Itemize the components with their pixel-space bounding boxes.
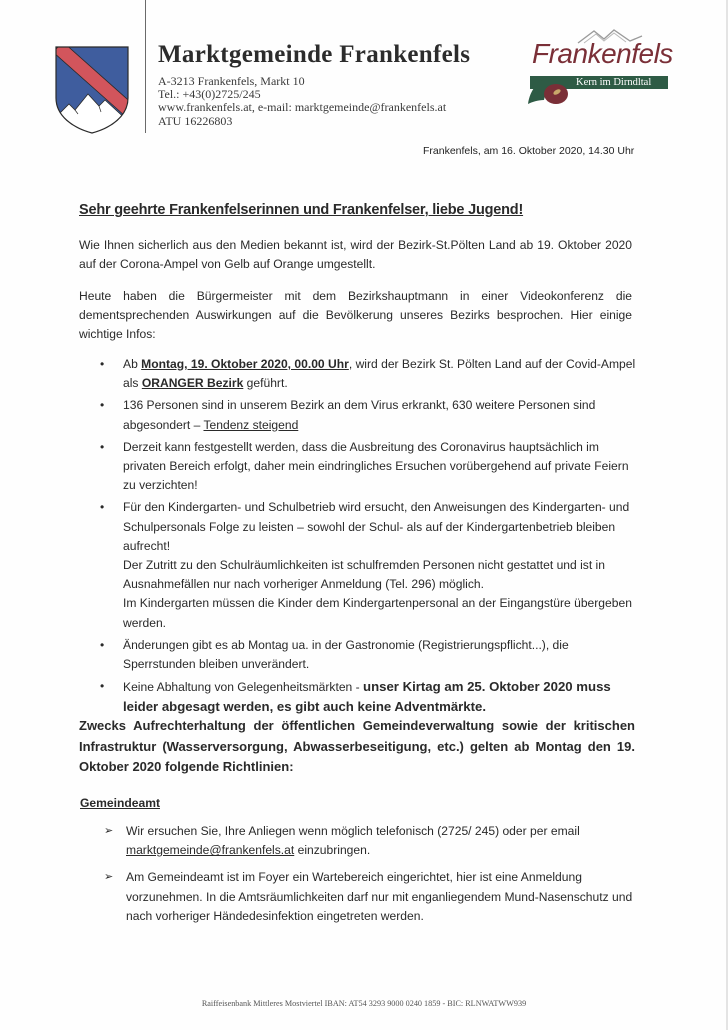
trend-label: Tendenz steigend xyxy=(203,417,299,432)
kirtag-cancelled-notice: unser Kirtag am 25. Oktober 2020 muss leider abgesagt werden, es gibt auch keine Adventmärkte. xyxy=(123,679,611,715)
salutation: Sehr geehrte Frankenfelserinnen und Frankenfelser, liebe Jugend! xyxy=(79,202,524,218)
bullet-icon: • xyxy=(100,439,105,454)
org-web-email: www.frankenfels.at, e-mail: marktgemeinde@frankenfels.at xyxy=(158,100,447,115)
bullet-icon: • xyxy=(100,398,105,413)
org-phone: Tel.: +43(0)2725/245 xyxy=(158,87,261,102)
list-item: • 136 Personen sind in unserem Bezirk an dem Virus erkrankt, 630 weitere Personen sind abgesondert – Tendenz steigend xyxy=(100,398,596,432)
org-address: A-3213 Frankenfels, Markt 10 xyxy=(158,74,305,88)
logo-tagline: Kern im Dirndltal xyxy=(576,77,652,88)
policy-paragraph: Zwecks Aufrechterhaltung der öffentlichen Gemeindeverwaltung sowie der kritischen Infrastruktur (Wasserversorgung, Abwasserbeseitigung, etc.) gelten ab Montag den 19. Oktober 2020 folgende Richtlinien: xyxy=(79,718,635,774)
list-item: • Ab Montag, 19. Oktober 2020, 00.00 Uhr, wird der Bezirk St. Pölten Land auf der Covid-Ampel als ORANGER Bezirk geführt. xyxy=(100,357,636,391)
org-atu: ATU 16226803 xyxy=(158,113,233,128)
gemeindeamt-list xyxy=(104,822,644,934)
bullet-icon: • xyxy=(100,500,105,515)
bullet-icon: • xyxy=(100,357,105,371)
effective-date: Montag, 19. Oktober 2020, 00.00 Uhr xyxy=(141,357,349,371)
bullet-icon: • xyxy=(100,679,105,694)
district-status: ORANGER Bezirk xyxy=(141,376,244,391)
arrow-bullet-icon: ➢ xyxy=(104,871,114,884)
header-divider xyxy=(145,0,146,133)
org-name: Marktgemeinde Frankenfels xyxy=(158,41,471,68)
logo-wordmark: Frankenfels xyxy=(532,38,673,69)
list-item: • Änderungen gibt es ab Montag ua. in der Gastronomie (Registrierungspflicht...), die Sperrstunden bleiben unverändert. xyxy=(100,637,569,672)
list-item: • Für den Kindergarten- und Schulbetrieb wird ersucht, den Anweisungen des Kindergarten- und Schulpersonals Folge zu leisten – sowohl der Schul- als auf der Kindergartenbetrieb bleiben aufrecht! Der Zutritt zu den Schulräumlichkeiten ist schulfremden Personen nicht gestattet und ist in Ausnahmefällen nur nach vorheriger Anmeldung (Tel. 296) möglich. Im Kindergarten müssen die Kinder dem Kindergartenpersonal an der Eingangstüre übergeben werden. xyxy=(100,500,632,630)
section-title-gemeindeamt: Gemeindeamt xyxy=(80,796,160,810)
arrow-bullet-icon: ➢ xyxy=(104,825,114,837)
list-item: ➢ Am Gemeindeamt ist im Foyer ein Wartebereich eingerichtet, hier ist eine Anmeldung vorzunehmen. In die Amtsräumlichkeiten darf nur mit enganliegendem Mund-Nasenschutz und nach vorheriger Händedesinfektion eingetreten werden. xyxy=(104,870,633,923)
frankenfels-logo xyxy=(526,28,676,106)
coat-of-arms-icon xyxy=(55,46,129,134)
plum-leaf-icon xyxy=(526,70,574,106)
list-item: ➢ Wir ersuchen Sie, Ihre Anliegen wenn möglich telefonisch (2725/ 245) oder per email marktgemeinde@frankenfels.at einzubringen. xyxy=(104,824,580,858)
intro-paragraph: Wie Ihnen sicherlich aus den Medien bekannt ist, wird der Bezirk-St.Pölten Land ab 19. Oktober 2020 auf der Corona-Ampel von Gelb auf Orange umgestellt. xyxy=(79,238,632,272)
letterhead xyxy=(158,40,470,128)
list-item: • Keine Abhaltung von Gelegenheitsmärkten - unser Kirtag am 25. Oktober 2020 muss leider abgesagt werden, es gibt auch keine Adventmärkte. xyxy=(100,679,611,715)
info-paragraph: Heute haben die Bürgermeister mit dem Bezirkshauptmann in einer Videokonferenz die dementsprechenden Auswirkungen auf die Bevölkerung unseres Bezirks besprochen. Hier einige wichtige Infos: xyxy=(79,289,632,342)
email-link[interactable]: marktgemeinde@frankenfels.at xyxy=(126,843,295,858)
dateline: Frankenfels, am 16. Oktober 2020, 14.30 Uhr xyxy=(423,145,635,157)
info-bullet-list xyxy=(98,355,638,721)
bank-footer: Raiffeisenbank Mittleres Mostviertel IBAN: AT54 3293 9000 0240 1859 - BIC: RLNWATWW939 xyxy=(201,999,527,1008)
list-item: • Derzeit kann festgestellt werden, dass die Ausbreitung des Coronavirus hauptsächlich im privaten Bereich erfolgt, daher mein eindringliches Ersuchen vorübergehend auf private Feiern zu verzichten! xyxy=(100,439,629,493)
bullet-icon: • xyxy=(100,637,105,652)
